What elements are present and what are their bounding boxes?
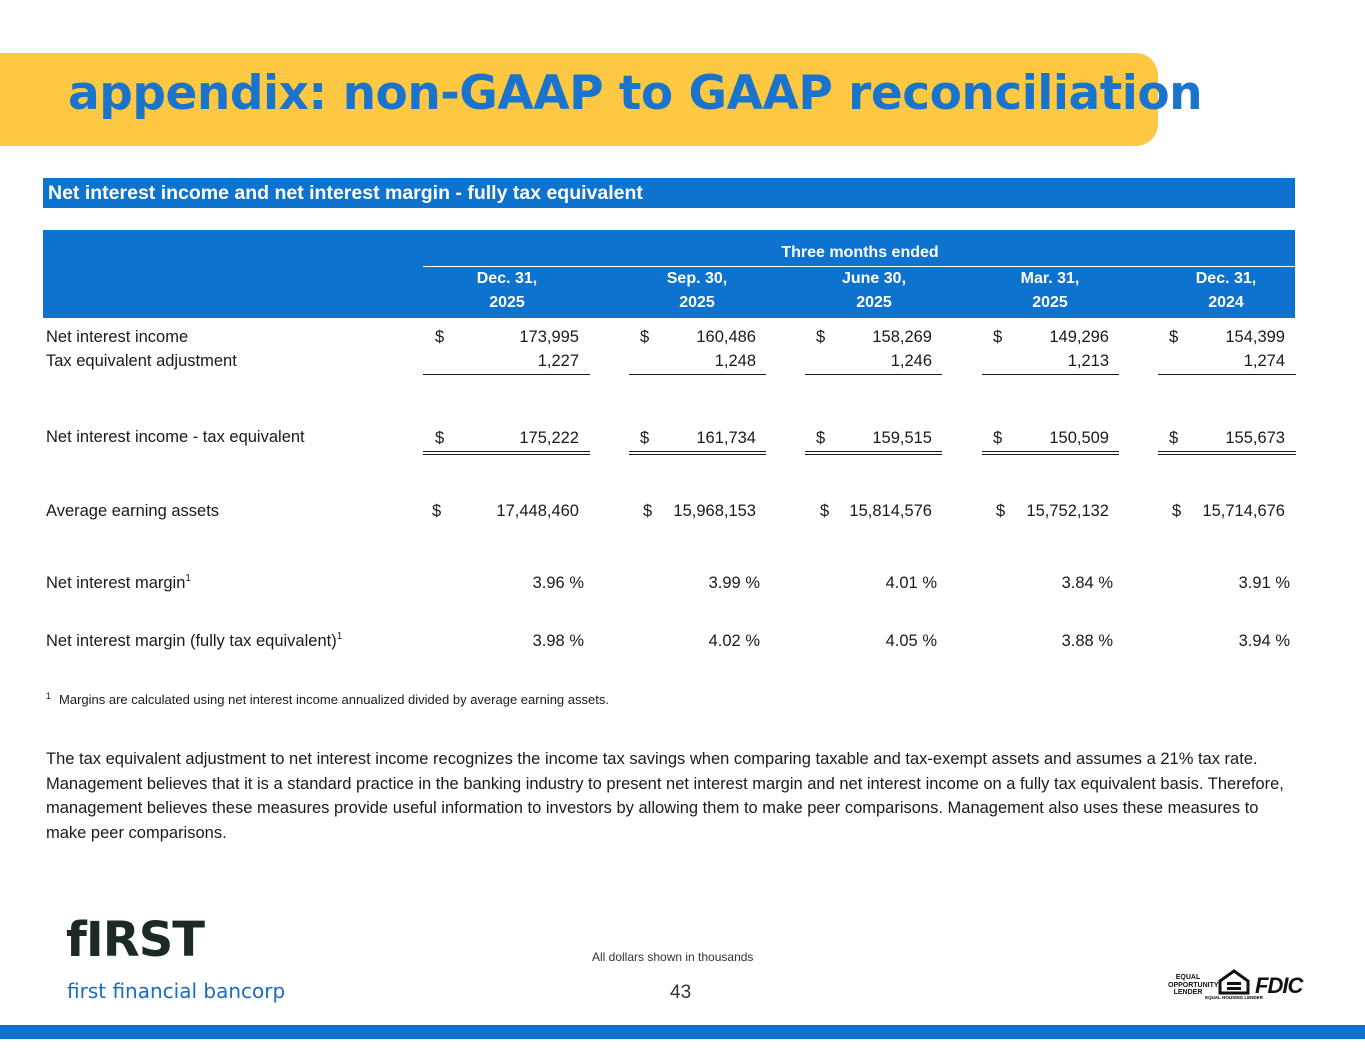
bottom-bar xyxy=(0,1025,1365,1039)
cell-value: 3.91 % xyxy=(1238,574,1290,592)
row-label-tax-equivalent-adjustment: Tax equivalent adjustment xyxy=(46,352,237,370)
col-header-year: 2025 xyxy=(1032,294,1068,311)
cell-value: 161,734 xyxy=(696,429,756,447)
subtotal-rule xyxy=(1158,374,1296,375)
header-divider xyxy=(423,266,1295,267)
equal-housing-label: EQUAL HOUSING LENDER xyxy=(1205,995,1263,1000)
currency-sign: $ xyxy=(643,502,653,520)
fdic-logo: FDIC xyxy=(1255,973,1303,998)
cell-value: 1,227 xyxy=(537,352,579,370)
col-header-year: 2024 xyxy=(1208,294,1244,311)
currency-sign: $ xyxy=(435,328,445,346)
explanation-paragraph: The tax equivalent adjustment to net interest income recognizes the income tax savings when comparing taxable and tax-exempt assets and assumes a 21% tax rate. Management believes that it is a standard practice in the banking industry to present net interest margin and net interest income on a fully tax equivalent basis. Therefore, management believes these measures provide useful information to investors by allowing them to make peer comparisons. Management also uses these measures to make peer comparisons. xyxy=(46,750,1284,842)
cell-value: 15,968,153 xyxy=(673,502,756,520)
subtotal-rule xyxy=(423,374,590,375)
currency-sign: $ xyxy=(816,328,826,346)
footnote-ref: 1 xyxy=(185,573,191,584)
currency-sign: $ xyxy=(816,429,826,447)
currency-sign: $ xyxy=(996,502,1006,520)
cell-value: 1,246 xyxy=(890,352,932,370)
currency-sign: $ xyxy=(993,429,1003,447)
col-header-month: Dec. 31, xyxy=(476,270,538,287)
row-label-net-interest-income: Net interest income xyxy=(46,328,189,346)
total-double-rule xyxy=(982,451,1119,455)
cell-value: 175,222 xyxy=(519,429,579,447)
first-logo: fIRST xyxy=(66,912,205,968)
cell-value: 150,509 xyxy=(1049,429,1109,447)
cell-value: 3.98 % xyxy=(532,632,584,650)
currency-sign: $ xyxy=(1169,429,1179,447)
subtotal-rule xyxy=(982,374,1119,375)
cell-value: 3.88 % xyxy=(1061,632,1113,650)
cell-value: 15,714,676 xyxy=(1202,502,1285,520)
row-label-net-interest-margin-fte xyxy=(46,631,342,651)
row-label-net-interest-margin xyxy=(46,573,191,593)
company-name: first financial bancorp xyxy=(67,979,286,1003)
currency-sign: $ xyxy=(1169,328,1179,346)
footnote-marker: 1 xyxy=(46,691,52,701)
dollars-note: All dollars shown in thousands xyxy=(592,950,754,964)
row-label-average-earning-assets: Average earning assets xyxy=(46,502,220,520)
cell-value: 149,296 xyxy=(1049,328,1109,346)
cell-value: 158,269 xyxy=(872,328,932,346)
row-label-net-interest-income-te: Net interest income - tax equivalent xyxy=(46,428,305,446)
footnote xyxy=(46,691,609,707)
col-header-month: Sep. 30, xyxy=(666,270,728,287)
cell-value: 15,814,576 xyxy=(849,502,932,520)
cell-value: 17,448,460 xyxy=(496,502,579,520)
footnote-ref: 1 xyxy=(336,631,343,642)
currency-sign: $ xyxy=(435,429,445,447)
total-double-rule xyxy=(1158,451,1296,455)
col-header-year: 2025 xyxy=(679,294,715,311)
cell-value: 1,248 xyxy=(714,352,756,370)
cell-value: 159,515 xyxy=(872,429,932,447)
footnote-text: Margins are calculated using net interest income annualized divided by average earning assets. xyxy=(59,692,609,707)
cell-value: 173,995 xyxy=(519,328,579,346)
equal-housing-lender-icon xyxy=(1205,969,1263,1005)
page-title: appendix: non-GAAP to GAAP reconciliation xyxy=(68,66,1203,121)
col-header-month: Dec. 31, xyxy=(1195,270,1257,287)
cell-value: 4.02 % xyxy=(708,632,760,650)
cell-value: 1,274 xyxy=(1243,352,1285,370)
cell-value: 154,399 xyxy=(1225,328,1285,346)
cell-value: 4.01 % xyxy=(885,574,937,592)
cell-value: 3.96 % xyxy=(532,574,584,592)
section-title: Net interest income and net interest margin - fully tax equivalent xyxy=(43,178,1295,208)
currency-sign: $ xyxy=(640,429,650,447)
total-double-rule xyxy=(423,451,590,455)
cell-value: 3.84 % xyxy=(1061,574,1113,592)
cell-value: 3.94 % xyxy=(1238,632,1290,650)
col-header-year: 2025 xyxy=(489,294,525,311)
subtotal-rule xyxy=(629,374,766,375)
currency-sign: $ xyxy=(640,328,650,346)
label-text: Net interest margin (fully tax equivalent) xyxy=(46,632,337,650)
currency-sign: $ xyxy=(432,502,442,520)
col-header-month: June 30, xyxy=(841,270,907,287)
currency-sign: $ xyxy=(820,502,830,520)
total-double-rule xyxy=(805,451,942,455)
cell-value: 155,673 xyxy=(1225,429,1285,447)
cell-value: 1,213 xyxy=(1067,352,1109,370)
currency-sign: $ xyxy=(993,328,1003,346)
subtotal-rule xyxy=(805,374,942,375)
period-header: Three months ended xyxy=(781,244,939,261)
col-header-year: 2025 xyxy=(856,294,892,311)
cell-value: 3.99 % xyxy=(708,574,760,592)
cell-value: 15,752,132 xyxy=(1026,502,1109,520)
equal-opportunity-lender-badge: EQUAL OPPORTUNITY LENDER xyxy=(1168,974,1219,996)
page-number: 43 xyxy=(670,982,692,1003)
currency-sign: $ xyxy=(1172,502,1182,520)
col-header-month: Mar. 31, xyxy=(1020,270,1080,287)
label-text: Net interest margin xyxy=(46,574,186,592)
cell-value: 4.05 % xyxy=(885,632,937,650)
total-double-rule xyxy=(629,451,766,455)
cell-value: 160,486 xyxy=(696,328,756,346)
